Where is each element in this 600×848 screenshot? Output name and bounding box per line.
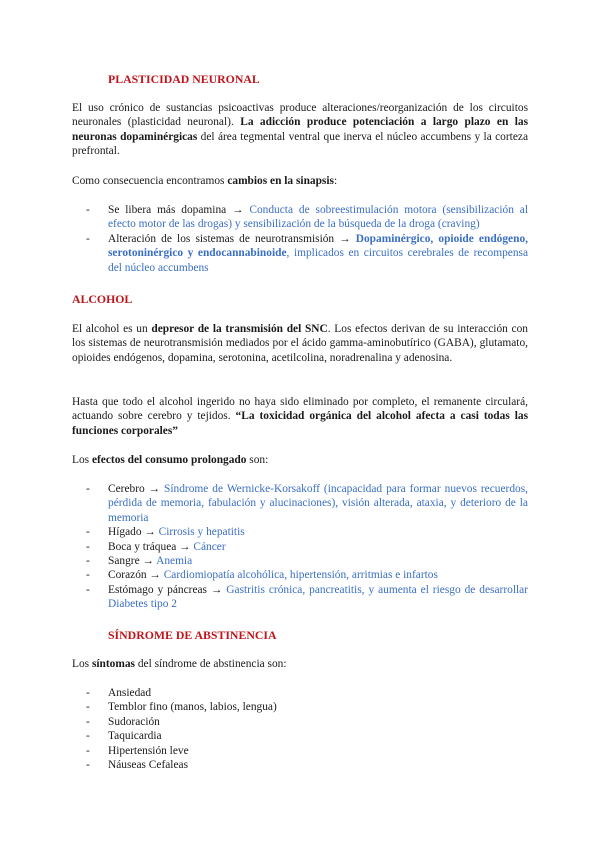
list-dash: -: [86, 204, 90, 216]
list-item: - Taquicardia: [86, 730, 162, 743]
paragraph-alcohol-toxicidad: Hasta que todo el alcohol ingerido no haya sido eliminado por completo, el remanente circulará, actuando sobre cerebro y tejidos. “La toxicidad orgánica del alcohol afecta a casi todas las funciones corporales”: [72, 396, 528, 437]
list-sintomas: [86, 686, 528, 772]
list-item: - Se libera más dopamina → Conducta de sobreestimulación motora (sensibilización al efecto motor de las drogas) y sensibilización de la búsqueda de la droga (craving): [86, 204, 528, 231]
list-item: - Hipertensión leve: [86, 744, 189, 757]
paragraph-sintomas: Los síntomas del síndrome de abstinencia son:: [72, 658, 287, 670]
list-item: - Náuseas Cefaleas: [86, 759, 189, 772]
list-item: - Estómago y páncreas → Gastritis crónica, pancreatitis, y aumenta el riesgo de desarrollar Diabetes tipo 2: [86, 583, 528, 611]
paragraph-alcohol-intro: El alcohol es un depresor de la transmisión del SNC. Los efectos derivan de su interacción con los sistemas de neurotransmisión mediados por el ácido gamma-aminobutírico (GABA), glutamato, opioides endógenos, dopamina, serotonina, acetilcolina, noradrenalina y adenosina.: [72, 323, 528, 364]
list-item: - Boca y tráquea → Cáncer: [86, 540, 226, 553]
heading-sindrome-abstinencia: SÍNDROME DE ABSTINENCIA: [108, 628, 277, 642]
list-dash: -: [86, 555, 90, 568]
list-item: - Alteración de los sistemas de neurotransmisión → Dopaminérgico, opioide endógeno, serotoninérgico y endocannabinoide, implicados en circuitos cerebrales de recompensa del núcleo accumbens: [86, 232, 529, 274]
paragraph-consecuencia: Como consecuencia encontramos cambios en la sinapsis:: [72, 175, 338, 187]
list-dash: -: [86, 526, 90, 539]
list-dash: -: [86, 715, 90, 728]
list-item: - Sangre → Anemia: [86, 555, 193, 568]
list-cambios-sinapsis: [86, 203, 528, 275]
list-dash: -: [86, 687, 90, 699]
paragraph-plasticidad-intro: El uso crónico de sustancias psicoactivas produce alteraciones/reorganización de los circuitos neuronales (plasticidad neuronal). La adicción produce potenciación a largo plazo en las neuronas dopaminérgicas del área tegmental ventral que inerva el núcleo accumbens y la corteza prefrontal.: [72, 102, 529, 158]
list-dash: -: [86, 583, 90, 596]
list-item: - Temblor fino (manos, labios, lengua): [86, 701, 277, 714]
list-dash: -: [86, 483, 90, 495]
list-item: - Ansiedad: [86, 687, 152, 699]
paragraph-efectos: Los efectos del consumo prolongado son:: [72, 454, 269, 466]
list-dash: -: [86, 744, 90, 757]
list-efectos-consumo: [86, 482, 528, 612]
list-dash: -: [86, 701, 90, 714]
list-dash: -: [86, 232, 90, 245]
heading-alcohol: ALCOHOL: [72, 292, 133, 306]
list-item: - Cerebro → Síndrome de Wernicke-Korsakoff (incapacidad para formar nuevos recuerdos, pérdida de memoria, fabulación y alucinaciones), visión alterada, ataxia, y deterioro de la memoria: [86, 483, 528, 524]
list-item: - Sudoración: [86, 715, 160, 728]
list-dash: -: [86, 759, 90, 772]
list-dash: -: [86, 730, 90, 743]
heading-plasticidad-neuronal: PLASTICIDAD NEURONAL: [108, 72, 260, 86]
list-item: - Hígado → Cirrosis y hepatitis: [86, 526, 245, 539]
list-item: - Corazón → Cardiomiopatía alcohólica, hipertensión, arritmias e infartos: [86, 569, 438, 582]
list-dash: -: [86, 540, 90, 553]
list-dash: -: [86, 569, 90, 582]
